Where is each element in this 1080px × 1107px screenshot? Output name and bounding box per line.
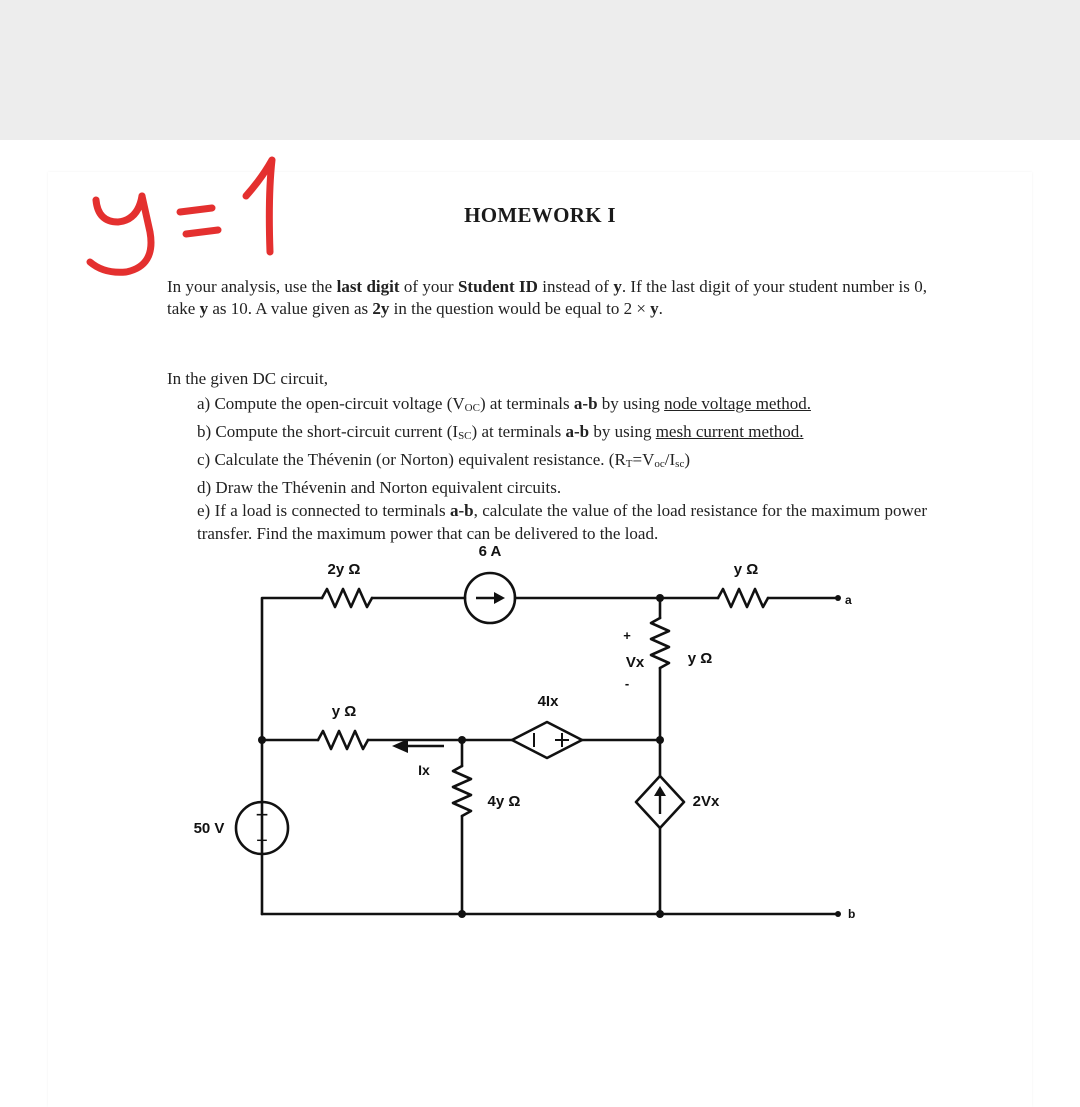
intro-bold-6: y	[650, 299, 659, 318]
label-terminal-a: a	[845, 593, 852, 607]
intro-text-2: of your	[399, 277, 458, 296]
task-a-terminals: a-b	[573, 394, 598, 413]
task-c-eq: =V	[632, 450, 655, 469]
resistor-top-right	[718, 589, 768, 607]
resistor-middle	[318, 731, 368, 749]
node-left-mid	[258, 736, 266, 744]
label-r-middle: y Ω	[331, 703, 357, 720]
node-bottom-mid	[458, 910, 466, 918]
label-dep-voltage: 4Ix	[537, 693, 559, 710]
label-r-top-right: y Ω	[733, 561, 759, 578]
label-vx: Vx	[625, 654, 645, 671]
intro-bold-2: Student ID	[457, 277, 538, 296]
label-r-4y: 4y Ω	[487, 793, 521, 810]
label-src-minus: −	[256, 830, 268, 852]
terminal-b-dot	[835, 911, 841, 917]
label-vx-minus: -	[624, 676, 630, 691]
task-b-sub: SC	[458, 430, 472, 442]
label-src-plus: +	[255, 802, 269, 827]
task-a-method: node voltage method.	[664, 394, 811, 413]
task-e-text: e) If a load is connected to terminals	[197, 501, 450, 520]
task-a-sub: OC	[464, 402, 480, 414]
node-right-mid	[656, 736, 664, 744]
intro-text-4: . If the last digit of your student number is 0, take	[167, 277, 927, 318]
label-vx-plus: +	[623, 628, 631, 643]
node-mid	[458, 736, 466, 744]
page-title: HOMEWORK I	[464, 203, 616, 227]
task-a-by: by using	[597, 394, 665, 413]
task-c-div: /I	[664, 450, 676, 469]
label-ix: Ix	[418, 762, 430, 778]
intro-bold-4: y	[199, 299, 209, 318]
task-a-text: a) Compute the open-circuit voltage (V	[197, 394, 465, 413]
task-b-method: mesh current method.	[655, 422, 804, 441]
intro-text-1: In your analysis, use the	[167, 277, 337, 296]
task-e-post: , calculate the value of the load resistance for the maximum power transfer. Find the maximum power that can be delivered to the load.	[197, 501, 927, 543]
intro-bold-1: last digit	[336, 277, 400, 296]
intro-text-7: .	[658, 299, 663, 318]
resistor-2y	[322, 589, 372, 607]
task-c-sub-oc: oc	[654, 458, 665, 470]
intro-text-5: as 10. A value given as	[208, 299, 373, 318]
task-b-by: by using	[589, 422, 656, 441]
node-right-top	[656, 594, 664, 602]
intro-text-3: instead of	[537, 277, 614, 296]
task-c-sub-sc: sc	[675, 458, 685, 470]
intro-text-6: in the question would be equal to 2 ×	[389, 299, 651, 318]
task-c-end: )	[684, 450, 691, 469]
label-r-top-left: 2y Ω	[327, 561, 361, 578]
terminal-a-dot	[835, 595, 841, 601]
task-e-terminals: a-b	[449, 501, 474, 520]
label-voltage-source: 50 V	[193, 820, 225, 837]
dependent-voltage-source	[512, 722, 582, 758]
task-c-sub-t: T	[625, 458, 633, 470]
task-b-text: b) Compute the short-circuit current (I	[197, 422, 459, 441]
task-b-terminals: a-b	[565, 422, 590, 441]
label-r-vertical-right: y Ω	[687, 650, 713, 667]
resistor-vertical-right	[651, 618, 669, 668]
wire-top-left	[262, 598, 322, 914]
task-d: d) Draw the Thévenin and Norton equivalent circuits.	[197, 478, 562, 497]
label-terminal-b: b	[848, 907, 856, 921]
label-dep-current: 2Vx	[692, 793, 720, 810]
task-lead: In the given DC circuit,	[167, 369, 328, 388]
resistor-4y	[453, 766, 471, 816]
task-a-mid: ) at terminals	[479, 394, 574, 413]
label-current-source: 6 A	[478, 543, 502, 560]
task-b-mid: ) at terminals	[471, 422, 566, 441]
intro-bold-3: y	[613, 277, 622, 296]
task-c-text: c) Calculate the Thévenin (or Norton) equivalent resistance. (R	[197, 450, 626, 469]
node-bottom-right	[656, 910, 664, 918]
intro-bold-5: 2y	[372, 299, 390, 318]
